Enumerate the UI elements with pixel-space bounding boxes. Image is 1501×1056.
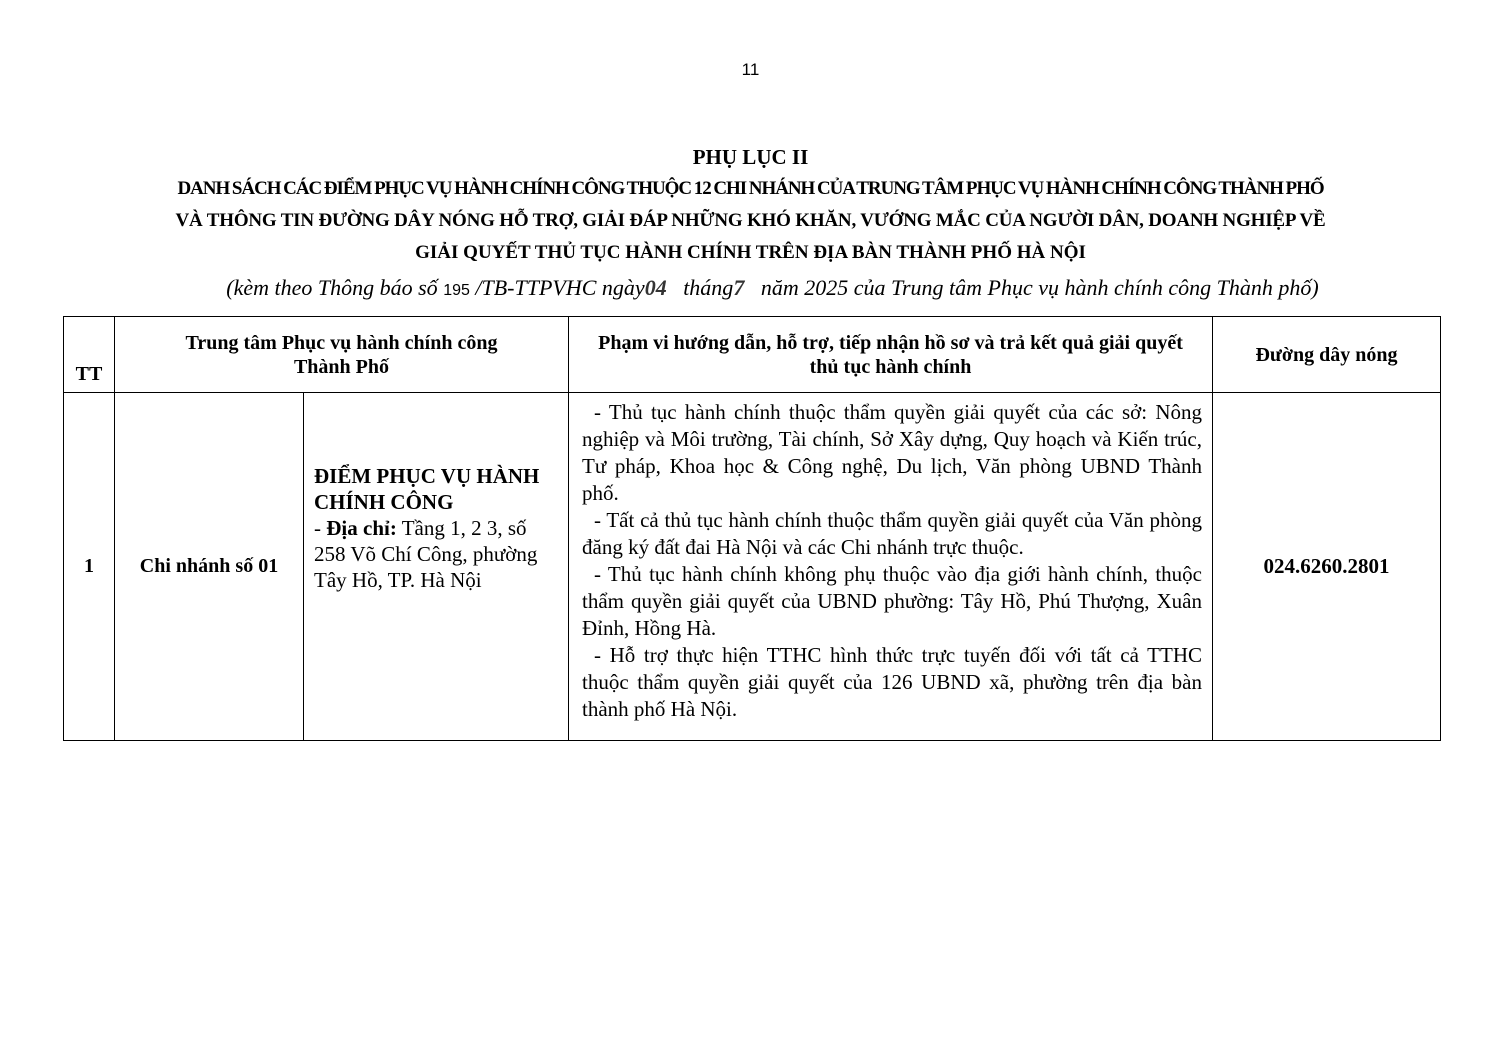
document-title-line-2: VÀ THÔNG TIN ĐƯỜNG DÂY NÓNG HỖ TRỢ, GIẢI ĐÁP NHỮNG KHÓ KHĂN, VƯỚNG MẮC CỦA NGƯỜI DÂN, DOANH NGHIỆP VỀ bbox=[175, 210, 1326, 231]
header-scope: Phạm vi hướng dẫn, hỗ trợ, tiếp nhận hồ sơ và trả kết quả giải quyết thủ tục hành chính bbox=[569, 317, 1213, 393]
page-number: 11 bbox=[741, 60, 760, 79]
document-title-line-3: GIẢI QUYẾT THỦ TỤC HÀNH CHÍNH TRÊN ĐỊA BÀN THÀNH PHỐ HÀ NỘI bbox=[415, 242, 1086, 263]
row-branch: Chi nhánh số 01 bbox=[115, 393, 304, 741]
scope-item-2: - Tất cả thủ tục hành chính thuộc thẩm quyền giải quyết của Văn phòng đăng ký đất đai Hà Nội và các Chi nhánh trực thuộc. bbox=[582, 508, 1202, 559]
header-center: Trung tâm Phục vụ hành chính công Thành Phố bbox=[115, 317, 569, 393]
subtitle-month-label: tháng bbox=[683, 275, 734, 300]
service-points-table bbox=[63, 316, 1441, 741]
appendix-title: PHỤ LỤC II bbox=[692, 145, 809, 169]
header-tt: TT bbox=[64, 317, 115, 393]
subtitle-notice-code: /TB-TTPVHC ngày bbox=[475, 275, 645, 300]
subtitle-suffix: năm 2025 của Trung tâm Phục vụ hành chính công Thành phố) bbox=[760, 275, 1319, 300]
address-prefix: - bbox=[314, 516, 327, 540]
table-row bbox=[64, 393, 1441, 741]
scope-item-1: - Thủ tục hành chính thuộc thẩm quyền giải quyết của các sở: Nông nghiệp và Môi trường, Tài chính, Sở Xây dựng, Quy hoạch và Kiến trúc, Tư pháp, Khoa học & Công nghệ, Du lịch, Văn phòng UBND Thành phố. bbox=[582, 400, 1202, 505]
document-title-line-1: DANH SÁCH CÁC ĐIỂM PHỤC VỤ HÀNH CHÍNH CÔNG THUỘC 12 CHI NHÁNH CỦA TRUNG TÂM PHỤC VỤ HÀNH CHÍNH CÔNG THÀNH PHỐ bbox=[177, 178, 1324, 199]
address-text: Tầng 1, 2 3, số 258 Võ Chí Công, phường Tây Hồ, TP. Hà Nội bbox=[314, 516, 538, 592]
notice-day: 04 bbox=[644, 275, 667, 300]
scope-item-3: - Thủ tục hành chính không phụ thuộc vào địa giới hành chính, thuộc thẩm quyền giải quyết của UBND phường: Tây Hồ, Phú Thượng, Xuân Đỉnh, Hồng Hà. bbox=[582, 562, 1202, 640]
header-hotline: Đường dây nóng bbox=[1213, 317, 1441, 393]
table-header-row bbox=[64, 317, 1441, 393]
service-point-address bbox=[314, 515, 558, 593]
row-scope bbox=[569, 393, 1213, 741]
service-point-name: ĐIỂM PHỤC VỤ HÀNH CHÍNH CÔNG bbox=[314, 464, 540, 514]
notice-month: 7 bbox=[733, 275, 745, 300]
notice-number: 195 bbox=[443, 282, 470, 299]
scope-item-4: - Hỗ trợ thực hiện TTHC hình thức trực tuyến đối với tất cả TTHC thuộc thẩm quyền giải quyết của 126 UBND xã, phường trên địa bàn thành phố Hà Nội. bbox=[582, 643, 1202, 721]
row-tt: 1 bbox=[64, 393, 115, 741]
row-service-point bbox=[304, 393, 569, 741]
address-label: Địa chỉ: bbox=[326, 516, 397, 540]
subtitle-reference bbox=[0, 275, 1501, 301]
subtitle-prefix: (kèm theo Thông báo số bbox=[226, 275, 438, 300]
row-hotline: 024.6260.2801 bbox=[1213, 393, 1441, 741]
